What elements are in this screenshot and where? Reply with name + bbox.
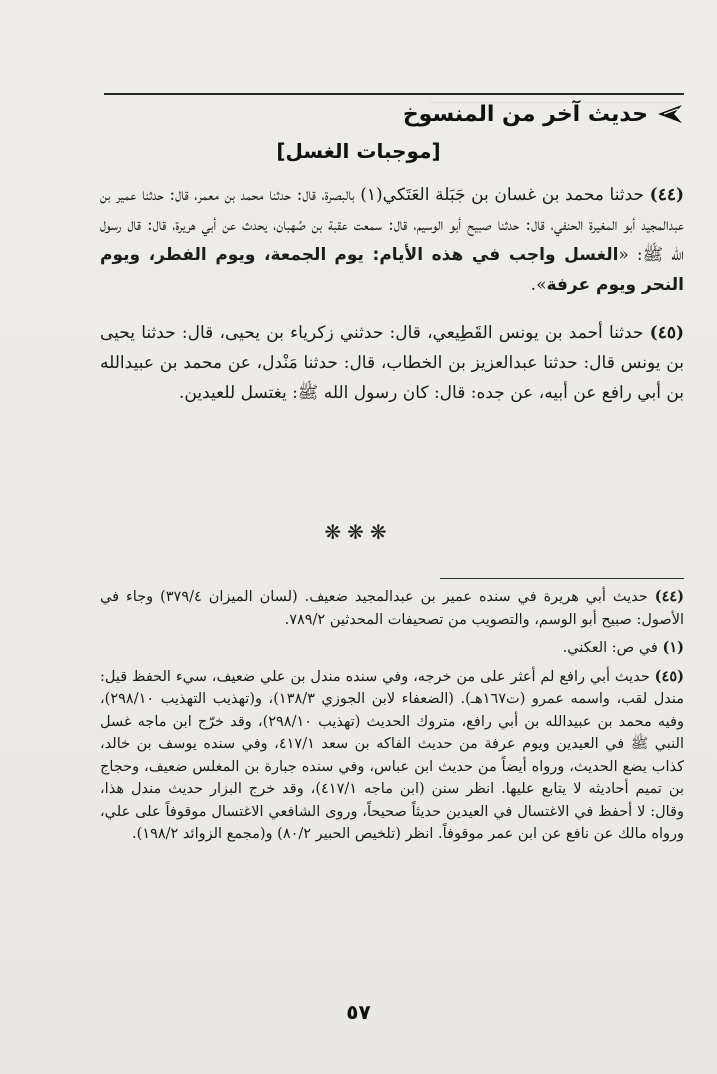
hadith-number: (٤٤) (649, 185, 685, 205)
footnote-text: حديث أبي هريرة في سنده عمير بن عبدالمجيد ضعيف. (لسان الميزان ٣٧٩/٤) وجاء في الأصول: صبيح أبو الوسم، والتصويب من تصحيفات المحدثين ٧٨٩/٢. (100, 589, 684, 628)
chapter-heading (104, 96, 684, 132)
footnote (100, 666, 684, 846)
footnote-marker: (٤٤) (654, 588, 685, 605)
footnote (100, 637, 684, 660)
text-line: هريرة، قال: قال رسول الله ﷺ: « (100, 215, 685, 265)
text-line: قال: حدثنا يحيى بن يونس قال: حدثنا عبدالعزيز بن الخطاب، قال: حدثنا (100, 323, 684, 373)
hadith-text-bold: الغسل واجب في هذه الأيام: يوم (334, 245, 619, 265)
footnote-marker: (٤٥) (654, 667, 684, 685)
footnote-marker: (١) (662, 639, 684, 656)
footnote (100, 586, 684, 631)
header-rule (104, 93, 684, 95)
page-title: حديث آخر من المنسوخ (402, 101, 648, 127)
text-line: حدثنا أحمد بن يونس القَطِيعي، قال: حدثني زكرياء بن يحيى، (219, 323, 644, 343)
text-line: محمد بن معمر، قال: حدثنا عمير بن عبدالمجيد أبو المغيرة الحنفي، قال: (100, 185, 684, 235)
text-line: رسول الله ﷺ: يغتسل للعيدين. (179, 383, 398, 403)
section-separator: ❋❋❋ (324, 520, 393, 544)
footnote-rule (440, 578, 684, 579)
hadith-number: (٤٥) (649, 323, 685, 343)
page-number: ٥٧ (346, 1000, 371, 1024)
main-text (100, 180, 684, 426)
footnote-text: حديث أبي رافع لم أعثر على من خرجه، وفي سنده مندل بن علي ضعيف، سيء الحفظ قيل: مندل لقب، واسمه عمرو (ت١٦٧هـ). (الضعفاء لابن الجوزي ١٣٨/٣)، و(تهذيب التهذيب ٢٩٨/١٠)، وفيه محمد بن عبيدالله بن أبي رافع، متروك الحديث (تهذيب ٢٩٨/١٠)، وقد خرّج ابن ماجه غسل النبي ﷺ في العيدين ويوم عرفة من حديث الفاكه بن سعد ٤١٧/١، وفي سنده يوسف بن خالد، كذاب يضع الحديث، ورواه أيضاً من حديث ابن عباس، وفي سنده جبارة بن المغلس ضعيف، وحجاج بن تميم أحاديثه لا يتابع عليها. انظر سنن (ابن ماجه ٤١٧/١)، وقد خرج البزار حديث مندل هذا، وقال: لا أحفظ في الاغتسال في العيدين حديثاً صحيحاً، وروى الشافعي الاغتسال موقوفاً على علي، ورواه مالك عن نافع عن ابن عمر موقوفاً. انظر (تلخيص الحبير ٨٠/٢) و(مجمع الزوائد ١٩٨/٢). (100, 668, 684, 842)
section-subtitle: [موجبات الغسل] (276, 139, 441, 163)
text-line: حدثنا صبيح أبو الوسيم، قال: سمعت عقبة بن صُهبان، يحدث عن أبي (201, 215, 520, 235)
heading-arrow-ornament-icon (656, 103, 684, 125)
hadith-paragraph-44 (100, 180, 684, 300)
hadith-paragraph-45 (100, 318, 684, 408)
footnote-text: في ص: العكني. (562, 640, 658, 656)
hadith-text-bold: الجمعة، ويوم الفطر، ويوم النحر ويوم عرفة (100, 245, 684, 295)
footnotes (100, 586, 684, 852)
hadith-text-end: ». (530, 275, 547, 295)
text-line: مَنْدل، عن محمد بن عبيدالله بن أبي رافع عن أبيه، عن جده: قال: كان (100, 353, 684, 403)
text-line: حدثنا محمد بن غسان بن جَبَلة العَتَكي(١) بالبصرة، قال: حدثنا (269, 185, 645, 205)
